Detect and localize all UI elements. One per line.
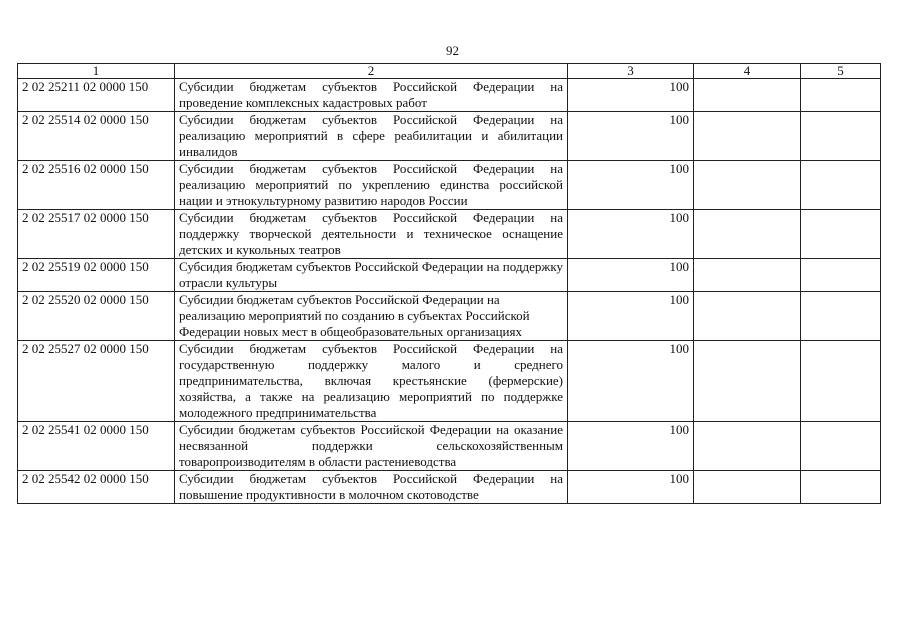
table-row xyxy=(18,471,881,504)
table-row xyxy=(18,292,881,341)
value-col-5 xyxy=(801,210,881,259)
budget-code: 2 02 25211 02 0000 150 xyxy=(18,79,175,112)
value-col-5 xyxy=(801,259,881,292)
value-col-3: 100 xyxy=(568,161,694,210)
revenue-name: Субсидии бюджетам субъектов Российской Федерации на реализацию мероприятий по созданию в субъектах Российской Федерации новых мест в общеобразовательных организациях xyxy=(175,292,568,341)
budget-code: 2 02 25541 02 0000 150 xyxy=(18,422,175,471)
header-col-1: 1 xyxy=(18,64,175,79)
revenue-name: Субсидии бюджетам субъектов Российской Федерации на поддержку творческой деятельности и техническое оснащение детских и кукольных театров xyxy=(175,210,568,259)
value-col-4 xyxy=(694,259,801,292)
value-col-3: 100 xyxy=(568,259,694,292)
value-col-3: 100 xyxy=(568,210,694,259)
budget-code: 2 02 25516 02 0000 150 xyxy=(18,161,175,210)
value-col-4 xyxy=(694,471,801,504)
value-col-4 xyxy=(694,112,801,161)
table-row xyxy=(18,422,881,471)
revenue-name: Субсидии бюджетам субъектов Российской Федерации на государственную поддержку малого и среднего предпринимательства, включая крестьянские (фермерские) хозяйства, а также на реализацию мероприятий по поддержке молодежного предпринимательства xyxy=(175,341,568,422)
budget-code: 2 02 25514 02 0000 150 xyxy=(18,112,175,161)
revenue-name: Субсидии бюджетам субъектов Российской Федерации на реализацию мероприятий по укреплению единства российской нации и этнокультурному развитию народов России xyxy=(175,161,568,210)
table-row xyxy=(18,341,881,422)
table-row xyxy=(18,79,881,112)
table-row xyxy=(18,259,881,292)
budget-code: 2 02 25520 02 0000 150 xyxy=(18,292,175,341)
revenue-name: Субсидии бюджетам субъектов Российской Федерации на повышение продуктивности в молочном скотоводстве xyxy=(175,471,568,504)
header-col-5: 5 xyxy=(801,64,881,79)
value-col-3: 100 xyxy=(568,341,694,422)
value-col-5 xyxy=(801,79,881,112)
table-row xyxy=(18,161,881,210)
value-col-4 xyxy=(694,79,801,112)
value-col-3: 100 xyxy=(568,422,694,471)
value-col-4 xyxy=(694,210,801,259)
revenue-name: Субсидия бюджетам субъектов Российской Федерации на поддержку отрасли культуры xyxy=(175,259,568,292)
value-col-4 xyxy=(694,161,801,210)
header-col-3: 3 xyxy=(568,64,694,79)
value-col-4 xyxy=(694,292,801,341)
budget-code: 2 02 25527 02 0000 150 xyxy=(18,341,175,422)
page-number: 92 xyxy=(446,43,459,58)
budget-table xyxy=(17,63,881,504)
value-col-3: 100 xyxy=(568,471,694,504)
value-col-3: 100 xyxy=(568,292,694,341)
header-row xyxy=(18,64,881,79)
budget-code: 2 02 25542 02 0000 150 xyxy=(18,471,175,504)
value-col-5 xyxy=(801,422,881,471)
header-col-2: 2 xyxy=(175,64,568,79)
value-col-5 xyxy=(801,292,881,341)
revenue-name: Субсидии бюджетам субъектов Российской Федерации на оказание несвязанной поддержки сельскохозяйственным товаропроизводителям в области растениеводства xyxy=(175,422,568,471)
value-col-3: 100 xyxy=(568,112,694,161)
revenue-name: Субсидии бюджетам субъектов Российской Федерации на проведение комплексных кадастровых работ xyxy=(175,79,568,112)
value-col-5 xyxy=(801,161,881,210)
value-col-4 xyxy=(694,341,801,422)
header-col-4: 4 xyxy=(694,64,801,79)
revenue-name: Субсидии бюджетам субъектов Российской Федерации на реализацию мероприятий в сфере реабилитации и абилитации инвалидов xyxy=(175,112,568,161)
value-col-4 xyxy=(694,422,801,471)
value-col-5 xyxy=(801,112,881,161)
table-row xyxy=(18,210,881,259)
value-col-3: 100 xyxy=(568,79,694,112)
budget-code: 2 02 25519 02 0000 150 xyxy=(18,259,175,292)
value-col-5 xyxy=(801,341,881,422)
table-row xyxy=(18,112,881,161)
value-col-5 xyxy=(801,471,881,504)
budget-code: 2 02 25517 02 0000 150 xyxy=(18,210,175,259)
